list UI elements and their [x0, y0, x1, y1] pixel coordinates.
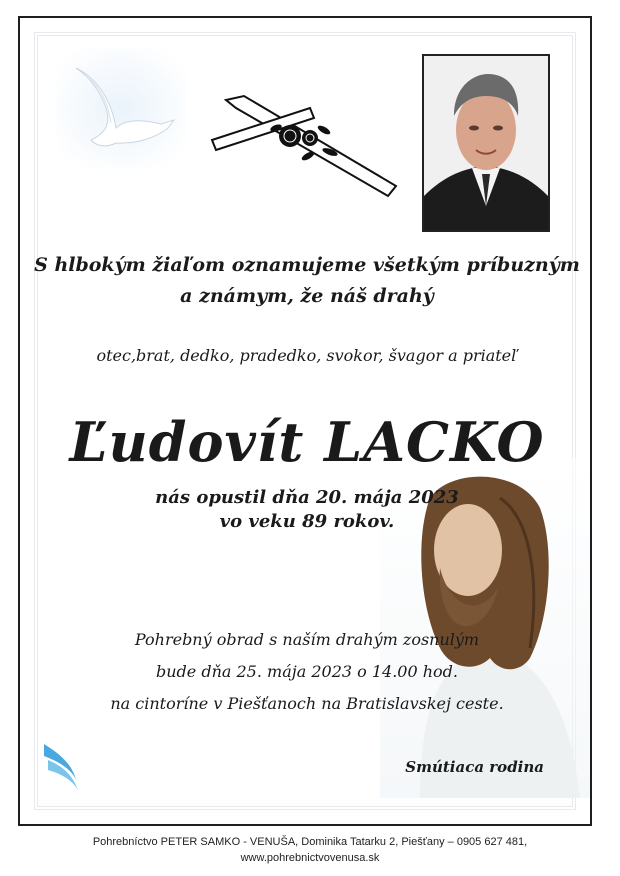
funeral-line-1: Pohrebný obrad s naším drahým zosnulým [134, 630, 480, 649]
cross-with-roses-icon [206, 94, 406, 214]
deceased-name: Ľudovít LACKO [69, 410, 545, 474]
intro-line-1: S hlbokým žiaľom oznamujeme všetkým príbuzným [34, 254, 580, 276]
intro-line-2: a známym, že náš drahý [180, 285, 434, 307]
swoosh-logo-icon [42, 742, 84, 792]
funeral-line-2: bude dňa 25. mája 2023 o 14.00 hod. [155, 662, 459, 681]
footer [0, 834, 620, 866]
obituary-frame [18, 16, 592, 826]
signature: Smútiaca rodina [405, 758, 544, 776]
dove-icon [56, 48, 186, 168]
passed-line-1: nás opustil dňa 20. mája 2023 [155, 487, 459, 508]
footer-address: Pohrebníctvo PETER SAMKO - VENUŠA, Dominika Tatarku 2, Piešťany – 0905 627 481, [92, 836, 528, 848]
footer-website: www.pohrebnictvovenusa.sk [240, 852, 380, 864]
portrait-icon [424, 56, 548, 230]
passed-line-2: vo veku 89 rokov. [219, 511, 395, 532]
funeral-text [20, 624, 594, 720]
funeral-line-3: na cintoríne v Piešťanoch na Bratislavskej ceste. [110, 694, 504, 713]
passed-text [20, 486, 594, 534]
portrait-photo [422, 54, 550, 232]
intro-text [20, 250, 594, 312]
relations-line: otec,brat, dedko, pradedko, svokor, švagor a priateľ [96, 346, 518, 365]
